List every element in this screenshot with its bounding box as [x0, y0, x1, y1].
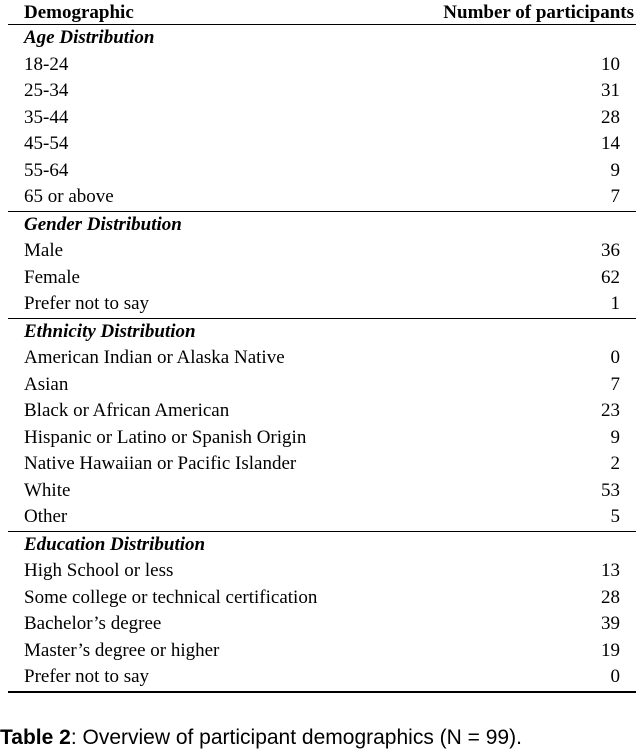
- row-label: Master’s degree or higher: [24, 639, 220, 661]
- row-value: 13: [601, 560, 620, 581]
- row-label: 35-44: [24, 106, 69, 128]
- row-value: 31: [601, 80, 620, 101]
- table-row: [8, 611, 636, 638]
- row-value: 0: [610, 666, 620, 687]
- row-value: 28: [601, 586, 620, 608]
- row-label: Native Hawaiian or Pacific Islander: [24, 453, 297, 474]
- table-row: [8, 52, 636, 79]
- header-number-of-participants: Number of participants: [443, 2, 634, 23]
- row-label: 55-64: [24, 159, 69, 181]
- row-label: Some college or technical certification: [24, 586, 318, 608]
- table-row: [8, 451, 636, 478]
- table-row: [8, 504, 636, 531]
- row-value: 7: [610, 186, 620, 207]
- row-label: Bachelor’s degree: [24, 613, 162, 634]
- row-label: Male: [24, 240, 64, 261]
- row-label: 25-34: [24, 80, 69, 101]
- section-title: Ethnicity Distribution: [24, 320, 196, 342]
- demographics-table: [8, 0, 636, 693]
- row-value: 14: [601, 133, 620, 154]
- table-row: [8, 131, 636, 158]
- row-value: 19: [601, 639, 620, 661]
- row-label: Other: [24, 506, 68, 527]
- row-value: 5: [610, 506, 620, 527]
- row-label: Asian: [24, 373, 69, 395]
- row-value: 36: [601, 240, 620, 261]
- table-row: [8, 184, 636, 211]
- header-demographic: Demographic: [24, 2, 134, 23]
- row-value: 9: [610, 426, 620, 448]
- table-caption: Table 2: Overview of participant demographics (N = 99).: [0, 726, 522, 749]
- table-row: [8, 478, 636, 505]
- row-value: 0: [610, 347, 620, 368]
- row-label: 45-54: [24, 133, 69, 154]
- table-row: [8, 105, 636, 132]
- row-value: 10: [601, 53, 620, 75]
- row-label: Hispanic or Latino or Spanish Origin: [24, 426, 307, 448]
- row-value: 28: [601, 106, 620, 128]
- section-title: Age Distribution: [24, 27, 155, 48]
- row-value: 53: [601, 479, 620, 501]
- row-value: 9: [610, 159, 620, 181]
- row-label: White: [24, 479, 71, 501]
- row-value: 7: [610, 373, 620, 395]
- row-label: Prefer not to say: [24, 666, 150, 687]
- row-value: 2: [610, 453, 620, 474]
- table-row: [8, 372, 636, 399]
- row-value: 39: [601, 613, 620, 634]
- table-row: [8, 585, 636, 612]
- table-row: [8, 638, 636, 665]
- table-row: [8, 398, 636, 425]
- table-row: [8, 425, 636, 452]
- row-value: 62: [601, 266, 620, 288]
- table-row: [8, 78, 636, 105]
- row-value: 23: [601, 400, 620, 421]
- caption-label: Table 2: [0, 726, 71, 749]
- row-label: 65 or above: [24, 186, 114, 207]
- row-label: Prefer not to say: [24, 293, 150, 314]
- row-value: 1: [610, 293, 620, 314]
- table-header-row: [8, 0, 636, 24]
- row-label: 18-24: [24, 53, 69, 75]
- table-row: [8, 238, 636, 265]
- table-row: [8, 558, 636, 585]
- table-row: [8, 664, 636, 691]
- caption-text: Overview of participant demographics (N = 99).: [82, 726, 522, 749]
- table-row: [8, 291, 636, 318]
- section-title: Gender Distribution: [24, 213, 182, 235]
- row-label: Black or African American: [24, 400, 230, 421]
- row-label: American Indian or Alaska Native: [24, 347, 285, 368]
- section-title: Education Distribution: [24, 533, 206, 555]
- table-row: [8, 345, 636, 372]
- row-label: High School or less: [24, 560, 174, 581]
- bottom-rule: [8, 691, 636, 693]
- row-label: Female: [24, 266, 80, 288]
- table-row: [8, 265, 636, 292]
- table-body: [8, 25, 636, 691]
- table-row: [8, 158, 636, 185]
